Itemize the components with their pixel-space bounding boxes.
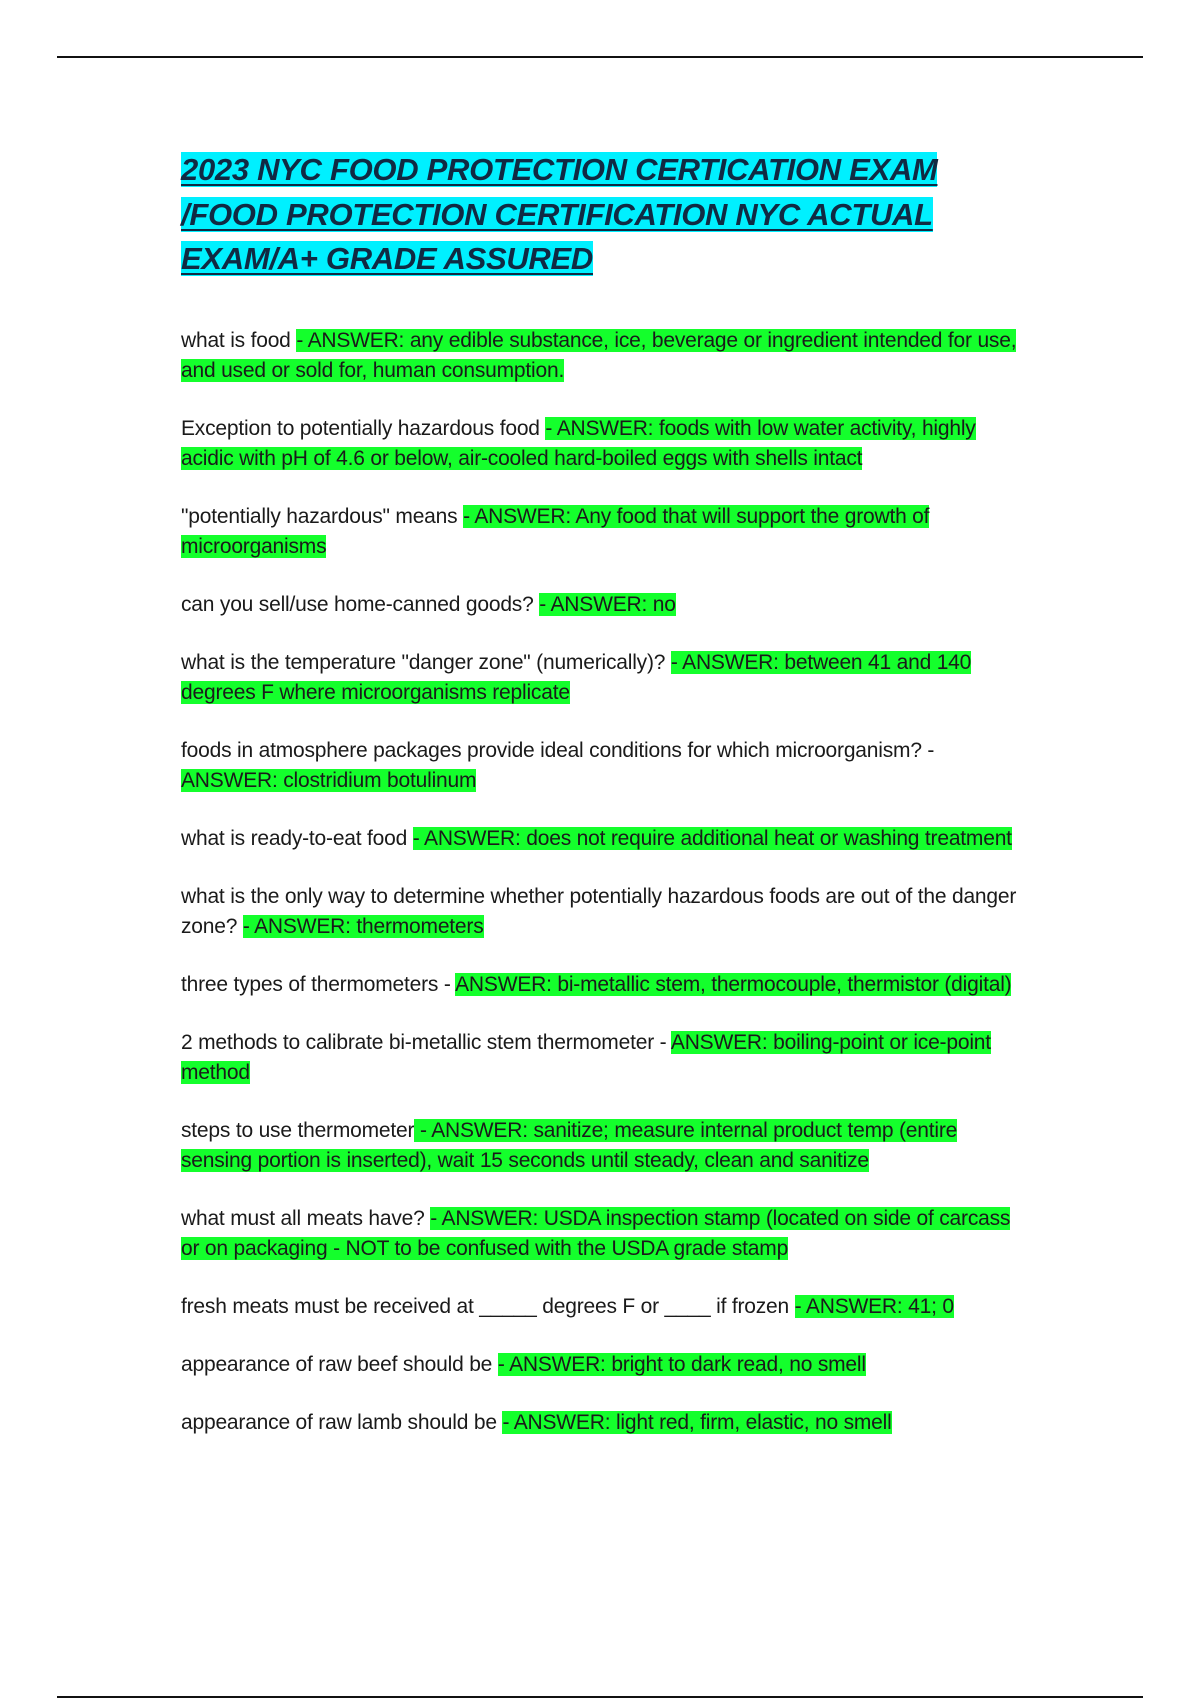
qa-item — [181, 414, 1021, 474]
answer: - ANSWER: 41; 0 — [794, 1294, 954, 1318]
answer: - ANSWER: no — [539, 592, 676, 616]
qa-item — [181, 882, 1021, 942]
qa-item — [181, 590, 1021, 620]
answer: ANSWER: bi-metallic stem, thermocouple, thermistor (digital) — [455, 972, 1012, 996]
qa-item — [181, 1028, 1021, 1088]
answer: - ANSWER: thermometers — [242, 914, 484, 938]
qa-item — [181, 648, 1021, 708]
question: steps to use thermometer — [181, 1118, 415, 1142]
question: 2 methods to calibrate bi-metallic stem thermometer - — [181, 1030, 671, 1054]
answer: - ANSWER: does not require additional heat or washing treatment — [412, 826, 1012, 850]
answer: - ANSWER: between 41 and 140 degrees F where microorganisms replicate — [181, 650, 972, 704]
answer: - ANSWER: USDA inspection stamp (located on side of carcass or on packaging - NOT to be confused with the USDA grade stamp — [181, 1206, 1011, 1260]
question: what must all meats have? — [181, 1206, 431, 1230]
question: what is the only way to determine whether potentially hazardous foods are out of the danger zone? — [181, 884, 1017, 938]
qa-item — [181, 970, 1021, 1000]
question: appearance of raw lamb should be — [181, 1410, 503, 1434]
question: fresh meats must be received at _____ degrees F or ____ if frozen — [181, 1294, 795, 1318]
question: what is ready-to-eat food — [181, 826, 413, 850]
qa-item — [181, 502, 1021, 562]
answer: - ANSWER: Any food that will support the growth of microorganisms — [181, 504, 930, 558]
question: foods in atmosphere packages provide ideal conditions for which microorganism? - — [181, 738, 935, 762]
qa-item — [181, 736, 1021, 796]
answer: - ANSWER: light red, firm, elastic, no smell — [502, 1410, 892, 1434]
question: Exception to potentially hazardous food — [181, 416, 546, 440]
qa-item — [181, 1116, 1021, 1176]
qa-item — [181, 1204, 1021, 1264]
answer: - ANSWER: foods with low water activity, highly acidic with pH of 4.6 or below, air-cooled hard-boiled eggs with shells intact — [181, 416, 976, 470]
qa-item — [181, 1350, 1021, 1380]
answer: - ANSWER: any edible substance, ice, beverage or ingredient intended for use, and used or sold for, human consumption. — [181, 328, 1017, 382]
qa-item — [181, 1408, 1021, 1438]
document-title: 2023 NYC FOOD PROTECTION CERTICATION EXAM /FOOD PROTECTION CERTIFICATION NYC ACTUAL EXAM/A+ GRADE ASSURED — [181, 152, 938, 276]
header-rule — [57, 56, 1143, 58]
question: what is food — [181, 328, 297, 352]
footer-rule — [57, 1696, 1143, 1698]
qa-item — [181, 326, 1021, 386]
answer: ANSWER: clostridium botulinum — [181, 768, 477, 792]
question: what is the temperature "danger zone" (numerically)? — [181, 650, 671, 674]
question: appearance of raw beef should be — [181, 1352, 498, 1376]
answer: - ANSWER: sanitize; measure internal product temp (entire sensing portion is inserted), wait 15 seconds until steady, clean and sanitize — [181, 1118, 958, 1172]
qa-item — [181, 824, 1021, 854]
question: "potentially hazardous" means — [181, 504, 464, 528]
answer: - ANSWER: bright to dark read, no smell — [497, 1352, 866, 1376]
document-body — [181, 148, 1021, 1466]
answer: ANSWER: boiling-point or ice-point method — [181, 1030, 991, 1084]
question: can you sell/use home-canned goods? — [181, 592, 540, 616]
question: three types of thermometers - — [181, 972, 456, 996]
qa-item — [181, 1292, 1021, 1322]
